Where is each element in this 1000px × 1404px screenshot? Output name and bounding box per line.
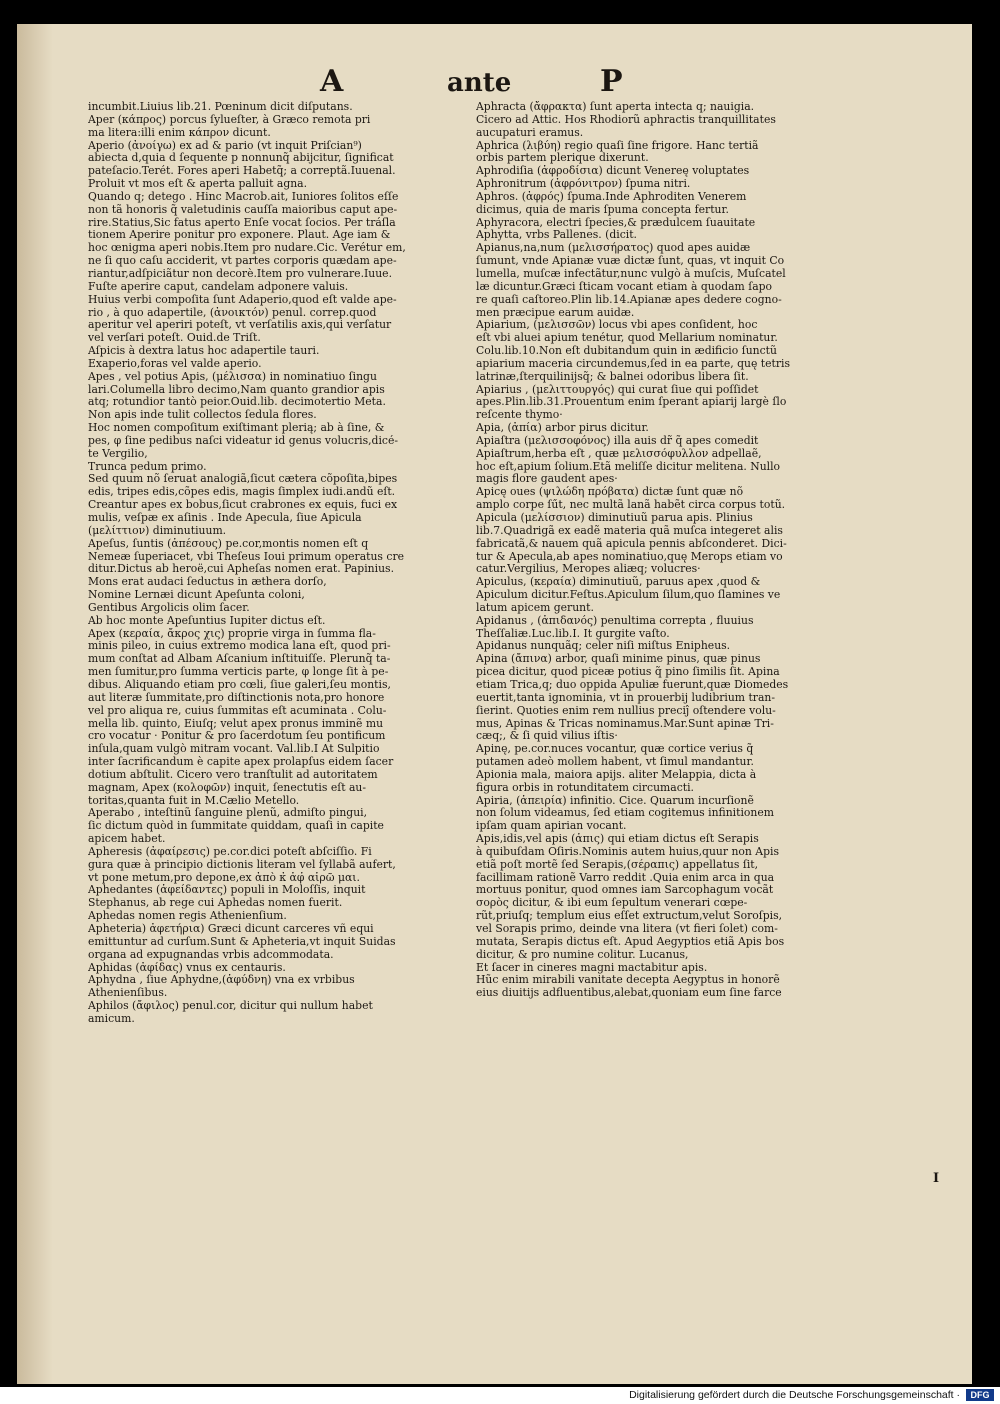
text-line: Apidanus nunquãq; celer niſi miſtus Enipheus. (476, 640, 731, 653)
text-line: abiecta d,quia d ſequente p nonnunq̃ abijcitur, ſignificat (88, 152, 394, 165)
text-line: amicum. (88, 1012, 135, 1025)
text-line: apicem habet. (88, 833, 166, 846)
footer-credit-text: Digitalisierung gefördert durch die Deutsche Forschungsgemeinschaft · (629, 1389, 960, 1401)
text-line: læ dicuntur.Græci ſticam vocant etiam à quodam ſapo (476, 280, 773, 293)
text-line: toritas,quanta fuit in M.Cælio Metello. (88, 794, 300, 807)
text-line: Proluit vt mos eſt & aperta palluit agna. (88, 178, 308, 191)
text-line: facillimam rationẽ Varro reddit .Quia enim arca in qua (476, 871, 775, 884)
text-line: eſt vbi aluei apium tenétur, quod Mellarium nominatur. (476, 332, 778, 345)
text-line: vel Sorapis primo, deinde vna litera (vt fieri ſolet) com- (476, 923, 778, 935)
text-line: tur & Apecula,ab apes nominatiuo,quę Merops etiam vo (476, 550, 783, 563)
text-line: magnam, Apex (κολοφῶν) inquit, ſenectutis eſt au- (88, 781, 367, 794)
text-line: Apheteria) ἀφετήρια) Græci dicunt carceres vñ equi (88, 923, 374, 935)
text-line: Aphedantes (ἀφείδαντες) populi in Moloſſis, inquit (88, 884, 366, 897)
text-line: dibus. Aliquando etiam pro cœli, ſiue galeri,ſeu montis, (88, 678, 391, 691)
text-line: vel verſari poteſt. Ouid.de Triſt. (88, 332, 261, 345)
text-line: Aphrodiſia (ἀφροδίσια) dicunt Venereę voluptates (476, 165, 750, 178)
text-line: Apes , vel potius Apis, (μέλισσα) in nominatiuo ſingu (88, 370, 377, 383)
text-line: lumella, muſcæ infectãtur,nunc vulgò à muſcis, Muſcatel (476, 267, 786, 280)
text-line: atq; rotundior tantò peior.Ouid.lib. decimotertio Meta. (88, 396, 386, 409)
text-line: picea dicitur, quod piceæ potius q̃ pino ſimilis ſit. Apina (476, 666, 780, 679)
text-line: men præcipue earum auidæ. (476, 306, 635, 319)
header-letter-right: P (600, 64, 623, 99)
text-line: apes.Plin.lib.31.Prouentum enim ſperant apiarij largè ſlo (476, 396, 787, 409)
text-line: à quibuſdam Oſiris.Nominis autem huius,quur non Apis (476, 845, 780, 858)
text-line: vt pone metum,pro depone,ex ἀπὸ κ̔ ἀφ̓ αἱρῶ μαι. (88, 871, 360, 884)
text-line: Cicero ad Attic. Hos Rhodiorũ aphractis tranquillitates (476, 113, 776, 126)
text-line: Apia, (ἀπία) arbor pirus dicitur. (476, 422, 649, 435)
text-line: Et ſacer in cineres magni mactabitur apis. (476, 961, 708, 974)
text-line: ma litera:illi enim κάπρον dicunt. (88, 126, 271, 139)
text-line: Apeſus, ſuntis (ἀπέσους) pe.cor,montis nomen eſt q (88, 537, 369, 550)
text-line: fabricatã,& nauem quã apicula pennis abſconderet. Dici- (476, 537, 787, 550)
text-line: ſic dictum quòd in ſummitate quiddam, quaſi in capite (88, 820, 384, 833)
text-line: reſcente thymo· (476, 409, 563, 422)
text-line: mortuus ponitur, quod omnes iam Sarcophagum vocãt (476, 884, 774, 897)
text-line: Apiculum dicitur.Feſtus.Apiculum ſilum,quo ſlamines ve (476, 589, 781, 602)
text-line: mella lib. quinto, Eiuſq; velut apex pronus imminẽ mu (88, 717, 384, 730)
text-line: Quando q; detego . Hinc Macrob.ait, Iuniores ſolitos eſſe (88, 190, 399, 203)
text-line: Apiarium, (μελισσῶν) locus vbi apes conſident, hoc (476, 319, 758, 332)
text-line: Nemeæ ſuperiacet, vbi Theſeus Ioui primum operatus cre (88, 550, 404, 563)
text-line: cæq;, & ſi quid vilius iſtis· (476, 730, 618, 743)
text-line: inter ſacrificandum è capite apex prolapſus eidem ſacer (88, 756, 394, 769)
text-line: Apianus,na,num (μελισσήρατος) quod apes auidæ (476, 242, 751, 255)
text-line: pateſacio.Terét. Fores aperi Habetq̃; a correptã.Iuuenal. (88, 165, 396, 178)
text-line: Stephanus, ab rege cui Aphedas nomen fuerit. (88, 897, 343, 910)
text-line: Theſſaliæ.Luc.lib.I. It gurgite vaſto. (476, 627, 670, 640)
text-line: Sed quum nõ ſeruat analogiã,ſicut cætera cõpoſita,bipes (88, 473, 398, 486)
text-line: mum conſtat ad Albam Aſcanium inſtituiſſe. Plerunq̃ ta- (88, 653, 391, 666)
running-header (17, 64, 972, 104)
text-line: lib.7.Quadrigã ex eadẽ materia quã muſca integeret alis (476, 524, 783, 537)
text-line: etiam Trica,q; duo oppida Apuliæ fuerunt,quæ Diomedes (476, 678, 789, 691)
text-line: orbis partem plerique dixerunt. (476, 152, 649, 165)
text-line: Aphrica (λιβύη) regio quaſi ſine frigore. Hanc tertiã (476, 139, 759, 152)
text-line: aperitur vel aperiri poteſt, vt verſatilis axis,qui verſatur (88, 319, 392, 332)
text-line: Aphydna , ſiue Aphydne,(ἀφύδνη) vna ex vrbibus (88, 974, 355, 987)
text-line: incumbit.Liuius lib.21. Pœninum dicit diſputans. (88, 101, 353, 113)
text-line: Fuſte aperire caput, candelam adponere valuis. (88, 280, 349, 293)
text-line: latrinæ,ſterquilinijsq̃; & balnei odoribus libera ſit. (476, 370, 749, 383)
text-line: minis pileo, in cuius extremo modica lana eſt, quod pri- (88, 640, 391, 653)
text-line: Athenienſibus. (88, 987, 168, 1000)
text-line: men ſumitur,pro ſumma verticis parte, φ longe ſit à pe- (88, 666, 389, 679)
dfg-logo: DFG (966, 1389, 994, 1401)
text-line: etiã poſt mortẽ ſed Serapis,(σέραπις) appellatus ſit, (476, 858, 759, 871)
text-line: Aphracta (ἄφρακτα) ſunt aperta intecta q; nauigia. (476, 101, 755, 113)
text-line: Hoc nomen compoſitum exiſtimant plerią; ab à ſine, & (88, 422, 385, 435)
right-column (476, 101, 851, 1000)
text-line: Exaperio,foras vel valde aperio. (88, 357, 262, 370)
text-line: Nomine Lernæi dicunt Apeſunta coloni, (88, 589, 305, 602)
text-line: mutata, Serapis dictus eſt. Apud Aegyptios etiã Apis bos (476, 935, 785, 948)
text-line: Apiria, (ἀπειρία) infinitio. Cice. Quarum incurſionẽ (476, 794, 754, 807)
text-line: Huius verbi compoſita ſunt Adaperio,quod eſt valde ape- (88, 293, 397, 306)
text-line: Apiaſtrum,herba eſt , quæ μελισσόφυλλον adpellaẽ, (476, 447, 762, 460)
text-line: pes, φ ſine pedibus naſci videatur id genus volucris,dicé- (88, 434, 398, 447)
text-line: dicitur, & pro numine colitur. Lucanus, (476, 948, 689, 961)
text-line: ſierint. Quoties enim rem nullius preciĵ oſtendere volu- (476, 704, 776, 717)
text-line: gura quæ à principio dictionis literam vel ſyllabã aufert, (88, 858, 396, 871)
text-line: Aphedas nomen regis Athenienſium. (88, 910, 287, 923)
text-line: amplo corpe ſűt, nec multã lanã habẽt circa corpus totũ. (476, 499, 786, 512)
text-line: te Vergilio, (88, 447, 148, 460)
text-line: cro vocatur · Ponitur & pro ſacerdotum ſeu pontificum (88, 730, 386, 743)
text-line: Aperio (ἀνοίγω) ex ad & pario (vt inquit Priſcian⁹) (88, 139, 362, 152)
text-line: Hũc enim mirabili vanitate decepta Aegyptus in honorẽ (476, 974, 780, 987)
text-line: Trunca pedum primo. (88, 460, 207, 473)
text-line: Gentibus Argolicis olim ſacer. (88, 601, 250, 614)
text-line: Apidanus , (ἀπιδανός) penultima correpta , fluuius (476, 614, 754, 627)
text-line: Creantur apes ex bobus,ſicut crabrones ex equis, fuci ex (88, 499, 398, 512)
text-line: lari.Columella libro decimo,Nam quanto grandior apis (88, 383, 385, 396)
text-line: Aper (κάπρος) porcus ſylueſter, à Græco remota pri (88, 113, 371, 126)
text-line: ſumunt, vnde Apianæ vuæ dictæ ſunt, quas, vt inquit Co (476, 255, 785, 268)
text-line: rũt,priuſq; templum eius eſſet extructum,velut Soroſpis, (476, 910, 783, 923)
text-line: rio , à quo adapertile, (ἀνοικτόν) penul. correp.quod (88, 306, 377, 319)
text-line: non tã honoris q̃ valetudinis cauſſa maioribus caput ape- (88, 203, 398, 216)
text-line: Aphronitrum (ἀφρόνιτρον) ſpuma nitri. (476, 178, 691, 191)
text-line: Ab hoc monte Apeſuntius Iupiter dictus eſt. (88, 614, 326, 627)
text-line: latum apicem gerunt. (476, 601, 594, 614)
text-line: Apex (κεραία, ἄκρος χις) proprie virga in ſumma fla- (88, 627, 376, 640)
text-line: σορὸς dicitur, & ibi eum ſepultum venerari cœpe- (476, 897, 748, 910)
text-line: Aphidas (ἀφίδας) vnus ex centauris. (88, 961, 286, 974)
header-letter-left: A (320, 64, 344, 99)
text-line: Aſpicis à dextra latus hoc adapertile tauri. (88, 345, 320, 358)
text-line: edis, tripes edis,cõpes edis, magis ſimplex iudi.andũ eſt. (88, 486, 396, 499)
text-line: dicimus, quia de maris ſpuma concepta fertur. (476, 203, 729, 216)
text-line: Apicę oues (ψιλώδη πρόβατα) dictæ ſunt quæ nõ (476, 486, 744, 499)
text-line: (μελίττιον) diminutiuum. (88, 524, 227, 537)
text-line: Apheresis (ἀφαίρεσις) pe.cor.dici poteſt abſciſſio. Fi (88, 845, 372, 858)
text-line: emittuntur ad curſum.Sunt & Apheteria,vt inquit Suidas (88, 935, 396, 948)
text-line: Apiarius , (μελιττουργός) qui curat ſiue qui poſſidet (476, 383, 759, 396)
text-line: Apina (ἄπινα) arbor, quaſi minime pinus, quæ pinus (476, 653, 761, 666)
text-line: Apionia mala, maiora apijs. aliter Melappia, dicta à (476, 768, 757, 781)
text-line: Aphytta, vrbs Pallenes. (dicit. (476, 229, 637, 242)
text-line: Apicula (μελίσσιον) diminutiuũ parua apis. Plinius (476, 512, 753, 524)
text-line: mulis, veſpæ ex aſinis . Inde Apecula, ſiue Apicula (88, 512, 362, 524)
text-line: Apiaſtra (μελισσοφόνος) illa auis dr̃ q̃ apes comedit (476, 434, 759, 447)
signature-mark: I (933, 1171, 940, 1186)
text-line: euertit,tanta ignominia, vt in prouerbij ludibrium tran- (476, 691, 776, 704)
text-line: dotium abſtulit. Cicero vero tranſtulit ad autoritatem (88, 768, 378, 781)
text-line: magis flore gaudent apes· (476, 473, 618, 486)
text-line: catur.Vergilius, Meropes aliæq; volucres· (476, 563, 701, 576)
text-line: hoc eſt,apium ſolium.Etã meliſſe dicitur melitena. Nullo (476, 460, 781, 473)
text-line: eius diuitijs adfluentibus,alebat,quoniam eum ſine farce (476, 987, 782, 1000)
text-line: organa ad expugnandas vrbis adcommodata. (88, 948, 334, 961)
left-column (88, 101, 463, 1026)
text-line: ipſam quam apirian vocant. (476, 820, 627, 833)
text-line: hoc œnigma aperi nobis.Item pro nudare.Cic. Verétur em, (88, 242, 406, 255)
header-middle-word: ante (447, 68, 512, 98)
text-line: Colu.lib.10.Non eſt dubitandum quin in ædificio ſunctũ (476, 345, 777, 358)
text-line: Aperabo , inteſtinũ ſanguine plenũ, admiſto pingui, (88, 807, 368, 820)
text-line: ne ſi quo caſu acciderit, vt partes corporis quædam ape- (88, 255, 397, 268)
text-line: aut literæ ſummitate,pro diſtinctionis nota,pro honore (88, 691, 385, 704)
page-gutter-shadow (17, 24, 53, 1384)
text-line: riantur,adſpiciãtur non decorè.Item pro vulnerare.Iuue. (88, 267, 392, 280)
text-line: putamen adeò mollem habent, vt ſimul mandantur. (476, 756, 754, 769)
text-line: apiarium maceria circundemus,ſed in ea parte, quę tetris (476, 357, 790, 370)
text-line: tionem Aperire ponitur pro exponere. Plaut. Age iam & (88, 229, 391, 242)
book-page (17, 24, 972, 1384)
text-line: figura orbis in rotunditatem circumacti. (476, 781, 694, 794)
text-line: Non apis inde tulit collectos ſedula flores. (88, 409, 317, 422)
text-line: Apiculus, (κεραία) diminutiuũ, paruus apex ,quod & (476, 576, 761, 589)
text-line: re quaſi caſtoreo.Plin lib.14.Apianæ apes dedere cogno- (476, 293, 782, 306)
text-line: Apinę, pe.cor.nuces vocantur, quæ cortice verius q̃ (476, 743, 754, 756)
text-line: Aphilos (ἄφιλος) penul.cor, dicitur qui nullum habet (88, 1000, 373, 1013)
text-line: Aphros. (ἀφρός) ſpuma.Inde Aphroditen Venerem (476, 190, 747, 203)
footer-bar (0, 1387, 1000, 1404)
text-line: non ſolum videamus, ſed etiam cogitemus infinitionem (476, 807, 775, 820)
text-line: vel pro aliqua re, cuius ſummitas eſt acuminata . Colu- (88, 704, 387, 717)
text-line: Mons erat audaci ſeductus in æthera dorſo, (88, 576, 327, 589)
text-line: ditur.Dictus ab heroë,cui Apheſas nomen erat. Papinius. (88, 563, 395, 576)
text-line: Apis,idis,vel apis (ἆπις) qui etiam dictus eſt Serapis (476, 833, 759, 846)
text-line: rire.Statius,Sic fatus aperto Enſe vocat ſocios. Per tráſla (88, 216, 396, 229)
text-line: inſula,quam vulgò mitram vocant. Val.lib.I At Sulpitio (88, 743, 380, 756)
text-line: mus, Apinas & Tricas nominamus.Mar.Sunt apinæ Tri- (476, 717, 774, 730)
text-line: aucupaturi eramus. (476, 126, 584, 139)
text-line: Aphyracora, electri ſpecies,& prædulcem ſuauitate (476, 216, 756, 229)
